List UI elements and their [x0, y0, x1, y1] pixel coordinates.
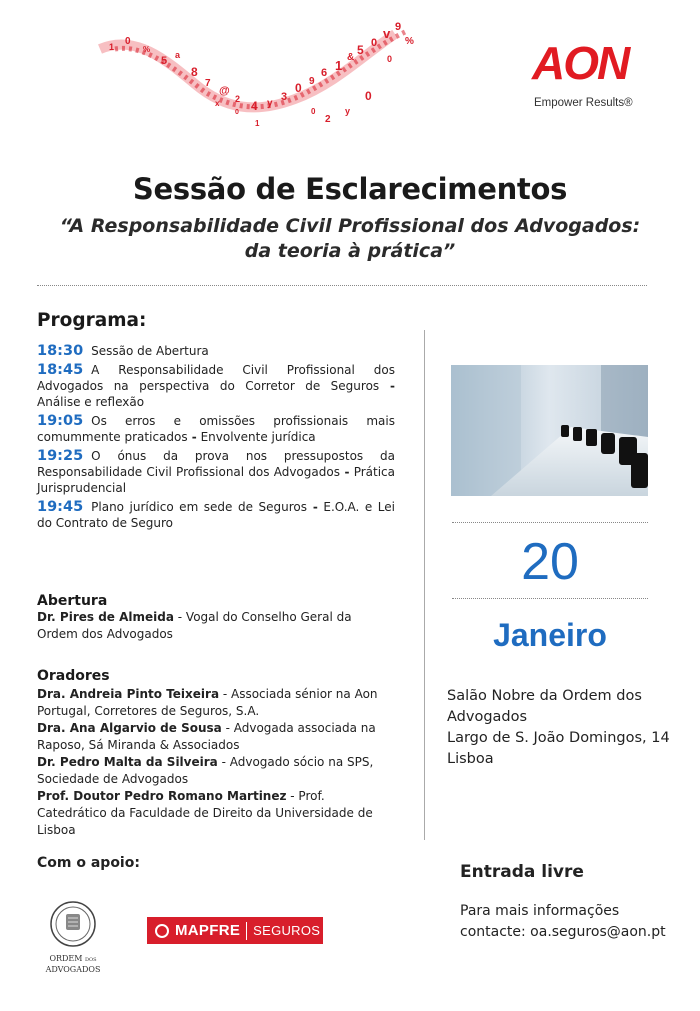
orador-name: Dra. Ana Algarvio de Sousa [37, 721, 222, 735]
divider [37, 285, 647, 286]
aon-logo: AON [532, 37, 629, 89]
programa-text: Os erros e omissões profissionais mais comummente praticados [37, 414, 395, 444]
programa-time: 19:25 [37, 448, 84, 464]
programa-item [37, 413, 395, 445]
programa-text: Sessão de Abertura [91, 344, 209, 358]
ordem-line-2: ADVOGADOS [45, 965, 101, 974]
programa-item [37, 362, 395, 410]
entrada-livre: Entrada livre [460, 862, 584, 882]
orador-item [37, 788, 392, 839]
oradores-section [37, 668, 392, 839]
programa-time: 18:45 [37, 362, 84, 378]
orador-item [37, 754, 392, 788]
programa-separator: - [187, 430, 197, 444]
page-title: Sessão de Esclarecimentos [132, 172, 568, 206]
subtitle-line-1: “A Responsabilidade Civil Profissional dos Advogados: [59, 215, 641, 237]
programa-text: Plano jurídico em sede de Seguros [91, 500, 307, 514]
svg-text:4: 4 [251, 99, 258, 113]
svg-text:0: 0 [371, 37, 378, 49]
svg-text:&: & [347, 52, 355, 63]
svg-text:y: y [345, 106, 351, 116]
svg-text:7: 7 [205, 78, 211, 89]
programa-separator: - [339, 465, 350, 479]
meeting-room-photo [451, 365, 648, 496]
programa-tail: E.O.A. e Lei do Contrato de Seguro [37, 500, 395, 530]
mapfre-seguros: SEGUROS [253, 923, 321, 938]
venue-line-3: Largo de S. João Domingos, 14 [447, 730, 670, 746]
orador-role: - Associada sénior na Aon Portugal, Corretores de Seguros, S.A. [37, 687, 378, 718]
date-divider-bottom [452, 598, 648, 599]
event-month: Janeiro [493, 617, 607, 653]
venue-line-4: Lisboa [447, 751, 494, 767]
programa-tail: Envolvente jurídica [196, 430, 316, 444]
svg-text:%: % [143, 45, 151, 54]
orador-role: - Advogada associada na Raposo, Sá Miranda & Associados [37, 721, 376, 752]
programa-heading: Programa: [37, 310, 147, 331]
abertura-speaker: Dr. Pires de Almeida [37, 610, 174, 624]
svg-text:0: 0 [365, 89, 372, 103]
svg-text:0: 0 [125, 36, 131, 47]
svg-text:2: 2 [235, 94, 241, 104]
programa-time: 19:05 [37, 413, 84, 429]
mapfre-separator [246, 922, 247, 940]
orador-role: - Advogado sócio na SPS, Sociedade de Advogados [37, 755, 374, 786]
orador-name: Prof. Doutor Pedro Romano Martinez [37, 789, 287, 803]
abertura-role: - Vogal do Conselho Geral da Ordem dos Advogados [37, 610, 352, 641]
svg-text:2: 2 [325, 114, 331, 125]
svg-text:0: 0 [235, 109, 239, 116]
programa-tail: Prática Jurisprudencial [37, 465, 395, 495]
event-day: 20 [521, 533, 579, 591]
column-divider [424, 330, 425, 840]
abertura-text [37, 609, 377, 643]
programa-item [37, 499, 395, 531]
mapfre-name: MAPFRE [175, 922, 241, 939]
svg-text:9: 9 [309, 76, 315, 87]
contact-info [460, 901, 666, 943]
svg-text:3: 3 [281, 91, 288, 103]
orador-item [37, 686, 392, 720]
svg-text:@: @ [219, 85, 230, 97]
svg-text:y: y [267, 98, 273, 109]
svg-text:1: 1 [335, 58, 343, 73]
svg-text:0: 0 [387, 54, 393, 64]
svg-text:%: % [405, 36, 414, 47]
info-line-1: Para mais informações [460, 903, 620, 919]
programa-list [37, 343, 395, 534]
venue-address [447, 686, 677, 770]
svg-text:1: 1 [255, 119, 260, 128]
programa-separator: - [379, 379, 395, 393]
orador-role: - Prof. Catedrático da Faculdade de Direito da Universidade de Lisboa [37, 789, 373, 837]
ordem-advogados-logo [38, 898, 108, 980]
page-subtitle [0, 214, 700, 264]
programa-separator: - [306, 500, 318, 514]
decorative-swirl-graphic [95, 14, 425, 144]
venue-line-2: Advogados [447, 709, 528, 725]
mapfre-logo [147, 917, 323, 944]
ordem-line-1: ORDEM [49, 954, 83, 963]
orador-name: Dr. Pedro Malta da Silveira [37, 755, 218, 769]
abertura-section [37, 593, 377, 643]
svg-text:v: v [383, 26, 391, 41]
programa-time: 19:45 [37, 499, 84, 515]
svg-text:1: 1 [109, 42, 115, 52]
svg-text:5: 5 [357, 43, 364, 57]
orador-item [37, 720, 392, 754]
svg-text:ORDEM DOS [49, 954, 97, 963]
programa-text: A Responsabilidade Civil Profissional dos Advogados na perspectiva do Corretor de Seguros [37, 363, 395, 393]
svg-text:0: 0 [311, 107, 316, 116]
programa-text: O ónus da prova nos pressupostos da Responsabilidade Civil Profissional dos Advogados [37, 449, 395, 479]
venue-line-1: Salão Nobre da Ordem dos [447, 688, 642, 704]
mapfre-icon [155, 924, 169, 938]
info-line-2: contacte: oa.seguros@aon.pt [460, 924, 666, 940]
svg-text:9: 9 [395, 21, 402, 33]
apoio-heading: Com o apoio: [37, 855, 140, 871]
programa-item [37, 343, 395, 359]
svg-text:6: 6 [321, 67, 328, 79]
aon-tagline: Empower Results® [534, 97, 633, 109]
oradores-heading: Oradores [37, 668, 110, 684]
orador-name: Dra. Andreia Pinto Teixeira [37, 687, 220, 701]
svg-text:x: x [215, 99, 220, 108]
date-divider-top [452, 522, 648, 523]
svg-text:5: 5 [161, 55, 168, 67]
programa-item [37, 448, 395, 496]
ordem-small: DOS [85, 957, 97, 963]
svg-text:a: a [175, 50, 181, 60]
programa-tail: Análise e reflexão [37, 395, 145, 409]
subtitle-line-2: da teoria à prática” [244, 240, 456, 262]
svg-text:8: 8 [191, 65, 198, 79]
abertura-heading: Abertura [37, 593, 108, 609]
svg-text:0: 0 [295, 81, 302, 95]
programa-time: 18:30 [37, 343, 84, 359]
